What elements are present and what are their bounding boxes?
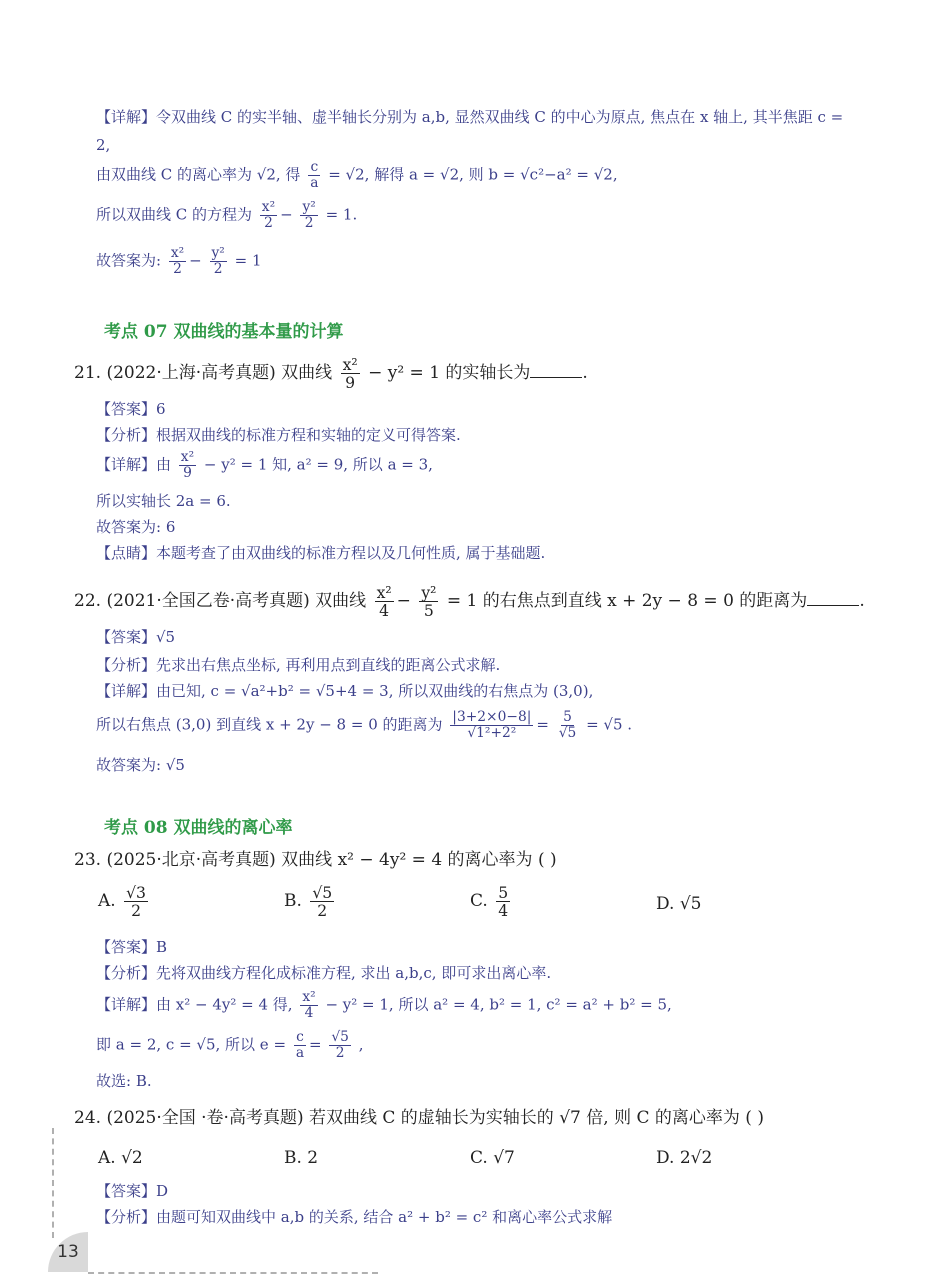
fraction: $\frac{\text{x²}}{2}$ xyxy=(261,199,276,232)
comment: 【点睛】本题考查了由双曲线的标准方程以及几何性质, 属于基础题. xyxy=(96,544,546,562)
fraction: $\frac{\text{x²}}{4}$ xyxy=(376,583,392,621)
question-23: 23. (2025·北京·高考真题) 双曲线 x² − 4y² = 4 的离心率为 ( ) xyxy=(74,850,557,870)
analysis: 【分析】先求出右焦点坐标, 再利用点到直线的距离公式求解. xyxy=(96,656,501,674)
detail: 【详解】由已知, c = √a²+b² = √5+4 = 3, 所以双曲线的右焦点为 (3,0), xyxy=(96,682,594,700)
analysis: 【分析】先将双曲线方程化成标准方程, 求出 a,b,c, 即可求出离心率. xyxy=(96,964,552,982)
answer: 【答案】B xyxy=(96,938,168,956)
fraction: $\frac{√5}{2}$ xyxy=(331,1029,349,1062)
detail: 【详解】由 $\frac{\text{x²}}{9}$ − y² = 1 知, a² = 9, 所以 a = 3, xyxy=(96,449,433,482)
answer: 【答案】6 xyxy=(96,400,166,418)
option-c: C. $\frac{5}{4}$ xyxy=(470,883,509,921)
detail-line: 所以实轴长 2a = 6. xyxy=(96,492,231,510)
answer-line: 故答案为: $\frac{\text{x²}}{2}$ − $\frac{\text{y²}}{2}$ = 1 xyxy=(96,245,262,278)
fraction: $\frac{\text{y²}}{2}$ xyxy=(211,245,225,278)
page-border-dashed xyxy=(52,1128,54,1238)
option-a: A. √2 xyxy=(98,1148,143,1168)
analysis: 【分析】由题可知双曲线中 a,b 的关系, 结合 a² + b² = c² 和离心率公式求解 xyxy=(96,1208,613,1226)
option-d: D. 2√2 xyxy=(656,1148,713,1168)
page-number: 13 xyxy=(48,1232,88,1272)
fraction: $\frac{\text{x²}}{2}$ xyxy=(170,245,185,278)
detail-line: 故选: B. xyxy=(96,1072,152,1090)
detail-line: 即 a = 2, c = √5, 所以 e = $\frac{c}{a}$ = $\frac{√5}{2}$ , xyxy=(96,1029,364,1062)
answer-blank xyxy=(807,604,859,606)
option-b: B. $\frac{√5}{2}$ xyxy=(284,883,333,921)
section-heading: 考点 08 双曲线的离心率 xyxy=(104,818,293,838)
detail-line-cont: 2, xyxy=(96,136,111,154)
fraction: $\frac{5}{√5}$ xyxy=(558,709,577,742)
option-a: A. $\frac{√3}{2}$ xyxy=(98,883,146,921)
fraction: $\frac{√5}{2}$ xyxy=(312,883,333,921)
fraction: $\frac{|3+2\times 0-8|}{\text{√1²+2²}}$ xyxy=(452,709,532,742)
question-21: 21. (2022·上海·高考真题) 双曲线 $\frac{\text{x²}}{9}$ − y² = 1 的实轴长为 . xyxy=(74,355,588,393)
fraction: $\frac{\text{y²}}{2}$ xyxy=(302,199,316,232)
equation-line: 所以双曲线 C 的方程为 $\frac{\text{x²}}{2}$ − $\frac{\text{y²}}{2}$ = 1. xyxy=(96,199,358,232)
detail-line: 故答案为: √5 xyxy=(96,756,185,774)
analysis: 【分析】根据双曲线的标准方程和实轴的定义可得答案. xyxy=(96,426,461,444)
fraction: $\frac{c}{a}$ xyxy=(295,1029,305,1062)
answer-blank xyxy=(530,376,582,378)
page-border-dashed xyxy=(88,1272,378,1274)
detail-line: 所以右焦点 (3,0) 到直线 x + 2y − 8 = 0 的距离为 $\frac{|3+2\times 0-8|}{\text{√1²+2²}}$ = $\frac{5}{√5}$ = √5 . xyxy=(96,709,633,742)
section-heading: 考点 07 双曲线的基本量的计算 xyxy=(104,322,344,342)
option-b: B. 2 xyxy=(284,1148,319,1168)
fraction: $\frac{\text{x²}}{9}$ xyxy=(180,449,195,482)
answer: 【答案】D xyxy=(96,1182,169,1200)
detail-line: 故答案为: 6 xyxy=(96,518,176,536)
answer: 【答案】√5 xyxy=(96,628,176,646)
detail: 【详解】由 x² − 4y² = 4 得, $\frac{\text{x²}}{4}$ − y² = 1, 所以 a² = 4, b² = 1, c² = a² + b² = 5, xyxy=(96,989,672,1022)
question-22: 22. (2021·全国乙卷·高考真题) 双曲线 $\frac{\text{x²}}{4}$ − $\frac{\text{y²}}{5}$ = 1 的右焦点到直线 x + 2y − 8 = 0 的距离为 . xyxy=(74,583,865,621)
eccentricity-line: 由双曲线 C 的离心率为 √2, 得 $\frac{c}{a}$ = √2, 解得 a = √2, 则 b = √c²−a² = √2, xyxy=(96,159,618,192)
option-c: C. √7 xyxy=(470,1148,515,1168)
fraction: $\frac{5}{4}$ xyxy=(498,883,509,921)
question-24: 24. (2025·全国 ·卷·高考真题) 若双曲线 C 的虚轴长为实轴长的 √7 倍, 则 C 的离心率为 ( ) xyxy=(74,1108,764,1128)
fraction: $\frac{\text{x²}}{4}$ xyxy=(302,989,316,1022)
detail-line: 【详解】令双曲线 C 的实半轴、虚半轴长分别为 a,b, 显然双曲线 C 的中心为原点, 焦点在 x 轴上, 其半焦距 c = xyxy=(96,108,844,126)
fraction: $\frac{√3}{2}$ xyxy=(126,883,146,921)
fraction: $\frac{c}{a}$ xyxy=(310,159,319,192)
fraction: $\frac{\text{y²}}{5}$ xyxy=(421,583,437,621)
fraction: $\frac{\text{x²}}{9}$ xyxy=(342,355,358,393)
option-d: D. √5 xyxy=(656,894,702,914)
